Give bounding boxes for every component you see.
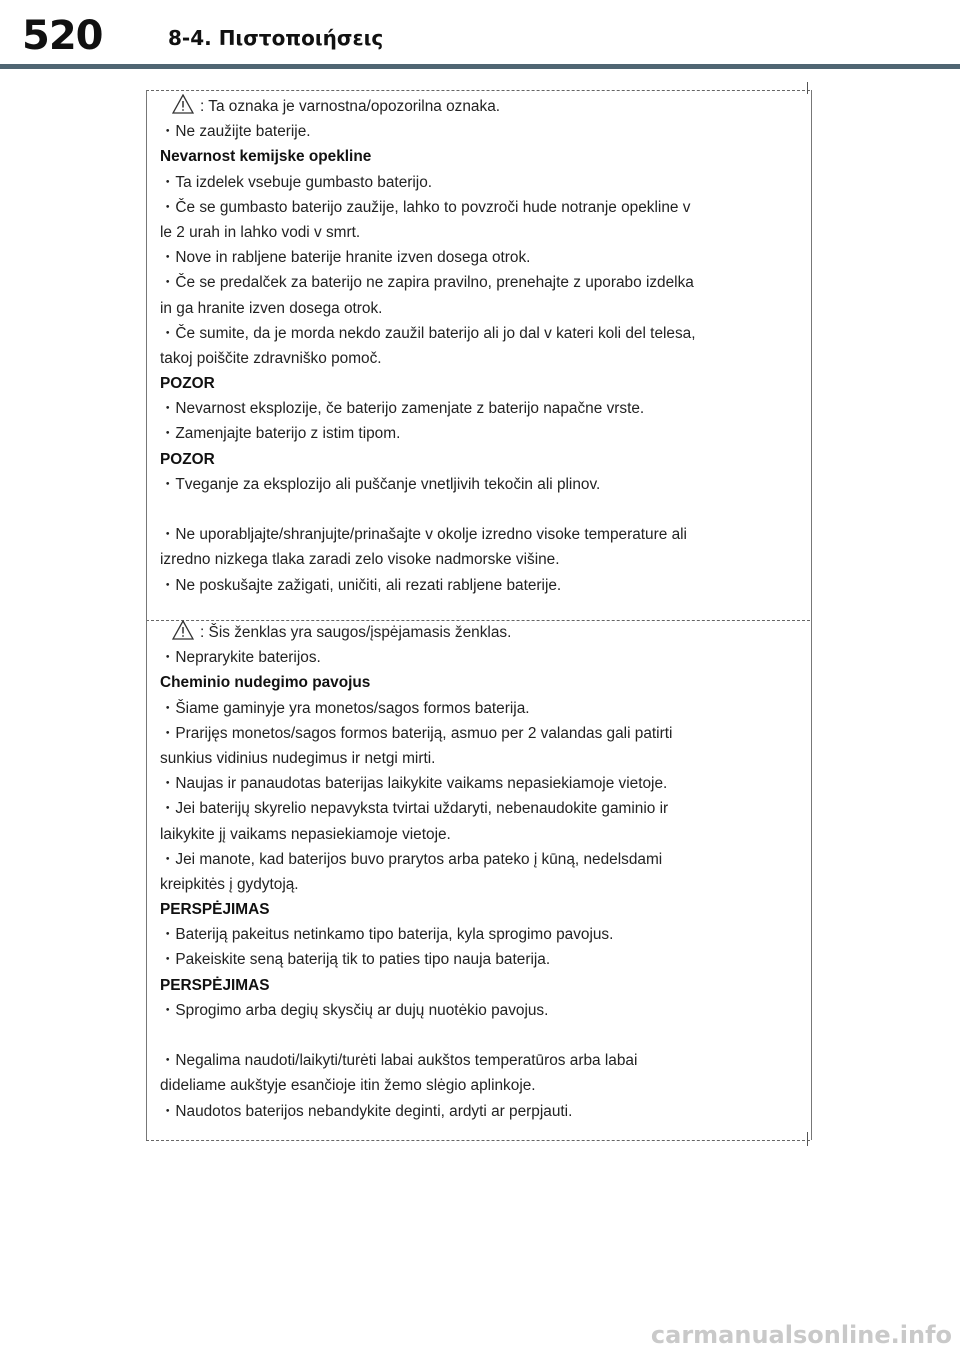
text-line: ・Ne uporabljajte/shranjujte/prinašajte v okolje izredno visoke temperature ali — [160, 526, 687, 544]
text-line: sunkius vidinius nudegimus ir netgi mirti. — [160, 749, 436, 767]
slovenian-text-lines — [160, 119, 800, 598]
section-title: 8-4. Πιστοποιήσεις — [168, 26, 384, 50]
warning-intro-text: : Šis ženklas yra saugos/įspėjamasis ženklas. — [200, 624, 512, 641]
section-heading: POZOR — [160, 450, 215, 468]
watermark: carmanualsonline.info — [650, 1321, 952, 1349]
text-line: ・Naudotos baterijos nebandykite deginti, ardyti ar perpjauti. — [160, 1102, 573, 1120]
section-heading: Nevarnost kemijske opekline — [160, 148, 372, 166]
section-heading: PERSPĖJIMAS — [160, 976, 270, 994]
warning-intro-text: : Ta oznaka je varnostna/opozorilna oznaka. — [200, 98, 501, 115]
corner-tick — [807, 82, 808, 94]
section-heading: POZOR — [160, 375, 215, 393]
text-line: ・Bateriją pakeitus netinkamo tipo baterija, kyla sprogimo pavojus. — [160, 926, 614, 944]
text-line: le 2 urah in lahko vodi v smrt. — [160, 223, 361, 241]
text-line: ・Jei manote, kad baterijos buvo prarytos arba pateko į kūną, nedelsdami — [160, 850, 663, 868]
section-heading: Cheminio nudegimo pavojus — [160, 674, 371, 692]
text-line: ・Šiame gaminyje yra monetos/sagos formos baterija. — [160, 699, 530, 717]
text-line: ・Nevarnost eksplozije, če baterijo zamenjate z baterijo napačne vrste. — [160, 400, 645, 418]
text-line: ・Če se gumbasto baterijo zaužije, lahko to povzroči hude notranje opekline v — [160, 198, 691, 216]
text-line: ・Ne zaužijte baterije. — [160, 123, 311, 141]
text-line: ・Negalima naudoti/laikyti/turėti labai aukštos temperatūros arba labai — [160, 1052, 638, 1070]
text-line: ・Zamenjajte baterijo z istim tipom. — [160, 425, 401, 443]
header-rule — [0, 64, 960, 69]
warning-triangle-icon — [172, 620, 194, 648]
text-line: laikykite jį vaikams nepasiekiamoje vietoje. — [160, 825, 451, 843]
text-line: ・Nove in rabljene baterije hranite izven dosega otrok. — [160, 249, 531, 267]
text-line — [160, 497, 800, 522]
text-line: ・Pakeiskite seną bateriją tik to paties tipo nauja baterija. — [160, 951, 551, 969]
text-line: dideliame aukštyje esančioje itin žemo slėgio aplinkoje. — [160, 1077, 536, 1095]
text-line — [160, 1023, 800, 1048]
lithuanian-text-lines — [160, 645, 800, 1124]
lithuanian-warning-panel — [160, 620, 800, 1124]
text-line: ・Če sumite, da je morda nekdo zaužil baterijo ali jo dal v kateri koli del telesa, — [160, 324, 696, 342]
text-line: ・Jei baterijų skyrelio nepavyksta tvirtai uždaryti, nebenaudokite gaminio ir — [160, 800, 669, 818]
text-line: ・Neprarykite baterijos. — [160, 649, 321, 667]
text-line: ・Sprogimo arba degių skysčių ar dujų nuotėkio pavojus. — [160, 1001, 549, 1019]
text-line: in ga hranite izven dosega otrok. — [160, 299, 383, 317]
text-line: ・Tveganje za eksplozijo ali puščanje vnetljivih tekočin ali plinov. — [160, 475, 601, 493]
warning-triangle-icon — [172, 94, 194, 122]
box-bottom-border — [146, 1140, 810, 1141]
page-number: 520 — [22, 13, 103, 59]
text-line: izredno nizkega tlaka zaradi zelo visoke nadmorske višine. — [160, 551, 560, 569]
text-line: ・Če se predalček za baterijo ne zapira pravilno, prenehajte z uporabo izdelka — [160, 274, 694, 292]
page-header — [0, 0, 960, 70]
text-line: ・Ne poskušajte zažigati, uničiti, ali rezati rabljene baterije. — [160, 576, 562, 594]
text-line: ・Naujas ir panaudotas baterijas laikykite vaikams nepasiekiamoje vietoje. — [160, 775, 668, 793]
text-line: kreipkitės į gydytoją. — [160, 875, 299, 893]
section-heading: PERSPĖJIMAS — [160, 901, 270, 919]
text-line: ・Prarijęs monetos/sagos formos bateriją, asmuo per 2 valandas gali patirti — [160, 724, 673, 742]
text-line: takoj poiščite zdravniško pomoč. — [160, 349, 382, 367]
corner-tick — [807, 1132, 808, 1146]
warning-intro-line — [160, 620, 800, 645]
slovenian-warning-panel — [160, 94, 800, 598]
text-line: ・Ta izdelek vsebuje gumbasto baterijo. — [160, 173, 433, 191]
warning-intro-line — [160, 94, 800, 119]
